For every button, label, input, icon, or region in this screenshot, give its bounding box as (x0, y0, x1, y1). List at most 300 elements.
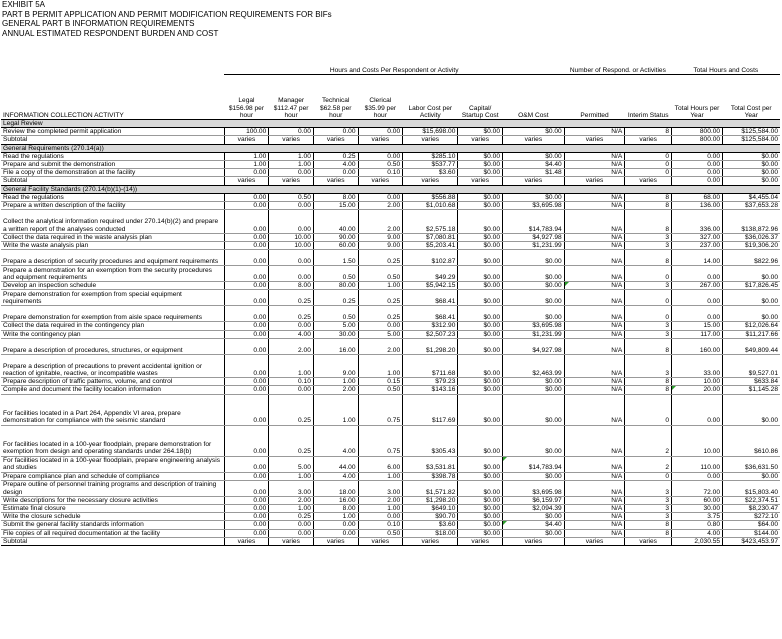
technical-hours-cell: 8.00 (313, 505, 358, 513)
clerical-hours-cell: 1.00 (358, 505, 403, 513)
manager-hours-cell: 1.00 (269, 161, 314, 169)
labor-cost-cell: $1,010.68 (403, 202, 458, 210)
exhibit-heading: PART B PERMIT APPLICATION AND PERMIT MODIFICATION REQUIREMENTS FOR BIFs (2, 9, 332, 19)
manager-hours-cell: 1.00 (269, 354, 314, 378)
labor-cost-cell: $711.68 (403, 354, 458, 378)
interim-count-cell: 8 (625, 529, 672, 537)
labor-cost-cell: $1,298.20 (403, 496, 458, 504)
table-row (1, 152, 780, 160)
total-cost-cell: $822.96 (723, 250, 780, 266)
manager-hours-cell: varies (269, 537, 314, 545)
capital-cost-cell: $0.00 (458, 330, 503, 338)
total-hours-cell: 0.00 (672, 152, 723, 160)
capital-cost-cell: $0.00 (458, 322, 503, 330)
manager-hours-cell: 0.25 (269, 425, 314, 456)
table-row (1, 386, 780, 394)
technical-hours-cell: 18.00 (313, 480, 358, 496)
interim-count-cell: 3 (625, 233, 672, 241)
manager-hours-cell: 10.00 (269, 241, 314, 249)
legal-hours-cell: 0.00 (224, 480, 269, 496)
technical-hours-cell: 8.00 (313, 193, 358, 201)
legal-hours-cell: 0.00 (224, 306, 269, 322)
om-cost-cell: $0.00 (503, 290, 565, 306)
capital-cost-cell: $0.00 (458, 128, 503, 136)
activity-label: Write the contingency plan (1, 330, 224, 338)
activity-label: Estimate final closure (1, 505, 224, 513)
total-hours-cell: 237.00 (672, 241, 723, 249)
total-cost-cell: $610.86 (723, 425, 780, 456)
total-hours-cell: 136.00 (672, 202, 723, 210)
capital-cost-cell: $0.00 (458, 202, 503, 210)
technical-hours-cell: 0.00 (313, 529, 358, 537)
clerical-hours-cell: varies (358, 136, 403, 144)
table-row (1, 521, 780, 529)
subtotal-row (1, 136, 780, 144)
labor-cost-cell: $312.90 (403, 322, 458, 330)
activity-label: Write descriptions for the necessary closure activities (1, 496, 224, 504)
total-cost-cell: $0.00 (723, 290, 780, 306)
interim-count-cell: 2 (625, 425, 672, 456)
technical-hours-cell: 4.00 (313, 161, 358, 169)
legal-hours-cell: 0.00 (224, 241, 269, 249)
legal-hours-cell: 0.00 (224, 250, 269, 266)
activity-label: For facilities located in a 100-year floodplain, prepare demonstration for exemption from design and operating standards under 264.18(b) (1, 425, 224, 456)
total-cost-cell: $633.84 (723, 378, 780, 386)
labor-cost-cell: $117.69 (403, 394, 458, 425)
col-header-clerical: Clerical $35.99 per hour (358, 75, 403, 120)
manager-hours-cell: varies (269, 177, 314, 185)
capital-cost-cell: $0.00 (458, 210, 503, 234)
capital-cost-cell: $0.00 (458, 529, 503, 537)
clerical-hours-cell: 0.25 (358, 250, 403, 266)
capital-cost-cell: $0.00 (458, 266, 503, 282)
group-hours-costs: Hours and Costs Per Respondent or Activity (224, 52, 564, 75)
interim-count-cell: 3 (625, 513, 672, 521)
clerical-hours-cell: 1.00 (358, 282, 403, 290)
total-hours-cell: 3.75 (672, 513, 723, 521)
total-hours-cell: 800.00 (672, 136, 723, 144)
permitted-count-cell: N/A (564, 456, 625, 472)
legal-hours-cell: 0.00 (224, 266, 269, 282)
legal-hours-cell: 0.00 (224, 338, 269, 354)
section-label: General Requirements (270.14(a)) (1, 144, 780, 152)
permitted-count-cell: N/A (564, 505, 625, 513)
capital-cost-cell: $0.00 (458, 513, 503, 521)
labor-cost-cell: $143.16 (403, 386, 458, 394)
manager-hours-cell: 0.25 (269, 513, 314, 521)
permitted-count-cell: N/A (564, 425, 625, 456)
labor-cost-cell: varies (403, 537, 458, 545)
technical-hours-cell: 40.00 (313, 210, 358, 234)
manager-hours-cell: varies (269, 136, 314, 144)
om-cost-cell: $1,231.99 (503, 241, 565, 249)
capital-cost-cell: $0.00 (458, 354, 503, 378)
om-cost-cell: $2,463.99 (503, 354, 565, 378)
permitted-count-cell: N/A (564, 472, 625, 480)
interim-count-cell: 8 (625, 202, 672, 210)
interim-count-cell: 0 (625, 394, 672, 425)
permitted-count-cell: N/A (564, 354, 625, 378)
subtotal-row (1, 537, 780, 545)
total-hours-cell: 15.00 (672, 322, 723, 330)
col-header-manager: Manager $112.47 per hour (269, 75, 314, 120)
table-row (1, 322, 780, 330)
labor-cost-cell: $3,531.81 (403, 456, 458, 472)
labor-cost-cell: $3.60 (403, 521, 458, 529)
technical-hours-cell: 0.50 (313, 306, 358, 322)
manager-hours-cell: 10.00 (269, 233, 314, 241)
technical-hours-cell: 4.00 (313, 425, 358, 456)
clerical-hours-cell: 9.00 (358, 233, 403, 241)
activity-label: Prepare demonstration for exemption from special equipment requirements (1, 290, 224, 306)
total-cost-cell: $37,653.28 (723, 202, 780, 210)
technical-hours-cell: 1.00 (313, 394, 358, 425)
permitted-count-cell: varies (564, 537, 625, 545)
total-hours-cell: 30.00 (672, 505, 723, 513)
activity-label: Prepare a description of procedures, structures, or equipment (1, 338, 224, 354)
manager-hours-cell: 0.00 (269, 521, 314, 529)
legal-hours-cell: 0.00 (224, 496, 269, 504)
total-cost-cell: $423,453.97 (723, 537, 780, 545)
activity-label: Subtotal (1, 177, 224, 185)
om-cost-cell: $0.00 (503, 250, 565, 266)
table-row (1, 250, 780, 266)
manager-hours-cell: 0.10 (269, 378, 314, 386)
total-cost-cell: $144.00 (723, 529, 780, 537)
permitted-count-cell: N/A (564, 529, 625, 537)
om-cost-cell: $0.00 (503, 386, 565, 394)
technical-hours-cell: 44.00 (313, 456, 358, 472)
om-cost-cell: $14,783.94 (503, 456, 565, 472)
technical-hours-cell: 30.00 (313, 330, 358, 338)
labor-cost-cell: $79.23 (403, 378, 458, 386)
permitted-count-cell: N/A (564, 496, 625, 504)
activity-label: Collect the data required in the waste analysis plan (1, 233, 224, 241)
interim-count-cell: 0 (625, 161, 672, 169)
exhibit-title-block (2, 0, 332, 38)
legal-hours-cell: 0.00 (224, 505, 269, 513)
total-cost-cell: $15,803.40 (723, 480, 780, 496)
capital-cost-cell: $0.00 (458, 480, 503, 496)
legal-hours-cell: 0.00 (224, 322, 269, 330)
interim-count-cell: 0 (625, 472, 672, 480)
manager-hours-cell: 0.00 (269, 210, 314, 234)
interim-count-cell: varies (625, 136, 672, 144)
technical-hours-cell: 0.00 (313, 169, 358, 177)
om-cost-cell: $6,159.97 (503, 496, 565, 504)
activity-label: Submit the general facility standards information (1, 521, 224, 529)
technical-hours-cell: 2.00 (313, 386, 358, 394)
technical-hours-cell: 5.00 (313, 322, 358, 330)
om-cost-cell: $14,783.94 (503, 210, 565, 234)
om-cost-cell: $0.00 (503, 128, 565, 136)
om-cost-cell: $4,927.98 (503, 233, 565, 241)
total-cost-cell: $22,374.51 (723, 496, 780, 504)
legal-hours-cell: 0.00 (224, 425, 269, 456)
total-cost-cell: $125,584.00 (723, 128, 780, 136)
capital-cost-cell: $0.00 (458, 152, 503, 160)
interim-count-cell: 2 (625, 456, 672, 472)
legal-hours-cell: 0.00 (224, 513, 269, 521)
legal-hours-cell: 0.00 (224, 233, 269, 241)
activity-label: Prepare and submit the demonstration (1, 161, 224, 169)
capital-cost-cell: $0.00 (458, 290, 503, 306)
table-row (1, 290, 780, 306)
legal-hours-cell: varies (224, 177, 269, 185)
legal-hours-cell: 0.00 (224, 290, 269, 306)
total-cost-cell: $19,306.20 (723, 241, 780, 249)
table-row (1, 282, 780, 290)
table-row (1, 513, 780, 521)
interim-count-cell: 8 (625, 378, 672, 386)
total-cost-cell: $11,217.66 (723, 330, 780, 338)
permitted-count-cell: N/A (564, 290, 625, 306)
section-header-row (1, 185, 780, 193)
manager-hours-cell: 0.00 (269, 386, 314, 394)
total-hours-cell: 10.00 (672, 425, 723, 456)
om-cost-cell: $0.00 (503, 394, 565, 425)
clerical-hours-cell: 0.50 (358, 529, 403, 537)
legal-hours-cell: 0.00 (224, 378, 269, 386)
permitted-count-cell: N/A (564, 161, 625, 169)
total-cost-cell: $36,631.50 (723, 456, 780, 472)
total-cost-cell: $12,026.64 (723, 322, 780, 330)
technical-hours-cell: 1.50 (313, 250, 358, 266)
om-cost-cell: $0.00 (503, 425, 565, 456)
total-cost-cell: $0.00 (723, 394, 780, 425)
activity-label: Prepare compliance plan and schedule of compliance (1, 472, 224, 480)
capital-cost-cell: $0.00 (458, 338, 503, 354)
manager-hours-cell: 0.00 (269, 250, 314, 266)
table-row (1, 330, 780, 338)
legal-hours-cell: 0.00 (224, 529, 269, 537)
total-hours-cell: 20.00 (672, 386, 723, 394)
labor-cost-cell: $90.70 (403, 513, 458, 521)
permitted-count-cell: N/A (564, 322, 625, 330)
clerical-hours-cell: varies (358, 537, 403, 545)
clerical-hours-cell: 1.00 (358, 354, 403, 378)
clerical-hours-cell: 0.00 (358, 322, 403, 330)
capital-cost-cell: $0.00 (458, 386, 503, 394)
total-hours-cell: 0.80 (672, 521, 723, 529)
technical-hours-cell: 60.00 (313, 241, 358, 249)
permitted-count-cell: N/A (564, 233, 625, 241)
activity-label: Read the regulations (1, 152, 224, 160)
labor-cost-cell: varies (403, 177, 458, 185)
labor-cost-cell: varies (403, 136, 458, 144)
permitted-count-cell: N/A (564, 266, 625, 282)
clerical-hours-cell: 0.00 (358, 513, 403, 521)
labor-cost-cell: $49.29 (403, 266, 458, 282)
activity-label: Collect the analytical information required under 270.14(b)(2) and prepare a written report of the analyses conducted (1, 210, 224, 234)
labor-cost-cell: $285.10 (403, 152, 458, 160)
clerical-hours-cell: 0.50 (358, 266, 403, 282)
legal-hours-cell: 0.00 (224, 472, 269, 480)
interim-count-cell: 8 (625, 338, 672, 354)
clerical-hours-cell: 0.75 (358, 394, 403, 425)
clerical-hours-cell: 0.25 (358, 290, 403, 306)
col-header-total-hours: Total Hours per Year (672, 75, 723, 120)
permitted-count-cell: N/A (564, 330, 625, 338)
capital-cost-cell: $0.00 (458, 306, 503, 322)
interim-count-cell: 8 (625, 250, 672, 266)
total-hours-cell: 72.00 (672, 480, 723, 496)
interim-count-cell: 8 (625, 128, 672, 136)
om-cost-cell: $1,231.99 (503, 330, 565, 338)
table-row (1, 480, 780, 496)
table-row (1, 202, 780, 210)
activity-label: For facilities located in a 100-year floodplain, prepare engineering analysis and studies (1, 456, 224, 472)
interim-count-cell: 0 (625, 266, 672, 282)
legal-hours-cell: 0.00 (224, 193, 269, 201)
table-row (1, 193, 780, 201)
capital-cost-cell: $0.00 (458, 241, 503, 249)
permitted-count-cell: N/A (564, 521, 625, 529)
table-row (1, 306, 780, 322)
clerical-hours-cell: 2.00 (358, 210, 403, 234)
om-cost-cell: $0.00 (503, 529, 565, 537)
manager-hours-cell: 0.25 (269, 306, 314, 322)
total-cost-cell: $64.00 (723, 521, 780, 529)
permitted-count-cell: N/A (564, 394, 625, 425)
capital-cost-cell: $0.00 (458, 394, 503, 425)
total-hours-cell: 117.00 (672, 330, 723, 338)
labor-cost-cell: $68.41 (403, 306, 458, 322)
legal-hours-cell: 1.00 (224, 152, 269, 160)
om-cost-cell: varies (503, 136, 565, 144)
total-cost-cell: $0.00 (723, 161, 780, 169)
activity-label: Collect the data required in the contingency plan (1, 322, 224, 330)
labor-cost-cell: $7,080.81 (403, 233, 458, 241)
om-cost-cell: varies (503, 537, 565, 545)
table-row (1, 241, 780, 249)
total-cost-cell: $0.00 (723, 472, 780, 480)
manager-hours-cell: 3.00 (269, 480, 314, 496)
labor-cost-cell: $1,571.82 (403, 480, 458, 496)
permitted-count-cell: N/A (564, 513, 625, 521)
permitted-count-cell: N/A (564, 202, 625, 210)
total-cost-cell: $138,872.96 (723, 210, 780, 234)
activity-label: Review the completed permit application (1, 128, 224, 136)
activity-label: Read the regulations (1, 193, 224, 201)
total-hours-cell: 800.00 (672, 128, 723, 136)
total-hours-cell: 267.00 (672, 282, 723, 290)
manager-hours-cell: 2.00 (269, 496, 314, 504)
om-cost-cell: $0.00 (503, 513, 565, 521)
table-row (1, 456, 780, 472)
activity-label: Subtotal (1, 537, 224, 545)
labor-cost-cell: $2,507.23 (403, 330, 458, 338)
interim-count-cell: 3 (625, 322, 672, 330)
table-row (1, 169, 780, 177)
labor-cost-cell: $5,203.41 (403, 241, 458, 249)
legal-hours-cell: 0.00 (224, 394, 269, 425)
om-cost-cell: $0.00 (503, 378, 565, 386)
manager-hours-cell: 8.00 (269, 282, 314, 290)
exhibit-number: EXHIBIT 5A (2, 0, 45, 9)
technical-hours-cell: 0.00 (313, 128, 358, 136)
manager-hours-cell: 2.00 (269, 338, 314, 354)
activity-label: Prepare a description of precautions to prevent accidental ignition or reaction of ignitable, reactive, or incompatible wastes (1, 354, 224, 378)
table-row (1, 425, 780, 456)
col-header-technical: Technical $62.58 per hour (313, 75, 358, 120)
legal-hours-cell: 100.00 (224, 128, 269, 136)
clerical-hours-cell: 0.00 (358, 128, 403, 136)
interim-count-cell: varies (625, 537, 672, 545)
clerical-hours-cell: 0.75 (358, 425, 403, 456)
total-hours-cell: 0.00 (672, 290, 723, 306)
labor-cost-cell: $1,298.20 (403, 338, 458, 354)
col-header-legal: Legal $156.98 per hour (224, 75, 269, 120)
interim-count-cell: 3 (625, 496, 672, 504)
legal-hours-cell: varies (224, 537, 269, 545)
interim-count-cell: 0 (625, 306, 672, 322)
technical-hours-cell: 16.00 (313, 496, 358, 504)
technical-hours-cell: 16.00 (313, 338, 358, 354)
labor-cost-cell: $305.43 (403, 425, 458, 456)
legal-hours-cell: 0.00 (224, 169, 269, 177)
capital-cost-cell: $0.00 (458, 378, 503, 386)
total-hours-cell: 110.00 (672, 456, 723, 472)
om-cost-cell: $0.00 (503, 306, 565, 322)
interim-count-cell: 3 (625, 282, 672, 290)
total-hours-cell: 327.00 (672, 233, 723, 241)
manager-hours-cell: 0.25 (269, 394, 314, 425)
activity-label: Develop an inspection schedule (1, 282, 224, 290)
legal-hours-cell: 0.00 (224, 456, 269, 472)
clerical-hours-cell: 0.00 (358, 152, 403, 160)
om-cost-cell: $4.40 (503, 521, 565, 529)
manager-hours-cell: 5.00 (269, 456, 314, 472)
technical-hours-cell: 15.00 (313, 202, 358, 210)
total-hours-cell: 14.00 (672, 250, 723, 266)
total-cost-cell: $0.00 (723, 169, 780, 177)
clerical-hours-cell: 1.00 (358, 472, 403, 480)
table-row (1, 354, 780, 378)
total-cost-cell: $0.00 (723, 266, 780, 282)
exhibit-caption: ANNUAL ESTIMATED RESPONDENT BURDEN AND COST (2, 28, 219, 38)
legal-hours-cell: 0.00 (224, 386, 269, 394)
legal-hours-cell: 0.00 (224, 210, 269, 234)
burden-cost-table (1, 52, 780, 546)
clerical-hours-cell: 9.00 (358, 241, 403, 249)
interim-count-cell: 0 (625, 290, 672, 306)
permitted-count-cell: N/A (564, 338, 625, 354)
total-hours-cell: 68.00 (672, 193, 723, 201)
clerical-hours-cell: 5.00 (358, 330, 403, 338)
activity-label: For facilities located in a Part 264, Appendix VI area, prepare demonstration for compliance with the seismic standard (1, 394, 224, 425)
table-row (1, 161, 780, 169)
total-cost-cell: $0.00 (723, 177, 780, 185)
clerical-hours-cell: varies (358, 177, 403, 185)
labor-cost-cell: $398.78 (403, 472, 458, 480)
group-totals: Total Hours and Costs (672, 52, 780, 75)
permitted-count-cell: N/A (564, 282, 625, 290)
total-hours-cell: 0.00 (672, 266, 723, 282)
manager-hours-cell: 0.00 (269, 169, 314, 177)
interim-count-cell: 3 (625, 330, 672, 338)
total-cost-cell: $17,826.45 (723, 282, 780, 290)
legal-hours-cell: 0.00 (224, 202, 269, 210)
interim-count-cell: 3 (625, 354, 672, 378)
clerical-hours-cell: 0.00 (358, 193, 403, 201)
permitted-count-cell: varies (564, 177, 625, 185)
table-row (1, 210, 780, 234)
permitted-count-cell: N/A (564, 210, 625, 234)
permitted-count-cell: N/A (564, 128, 625, 136)
capital-cost-cell: $0.00 (458, 250, 503, 266)
technical-hours-cell: 0.00 (313, 521, 358, 529)
